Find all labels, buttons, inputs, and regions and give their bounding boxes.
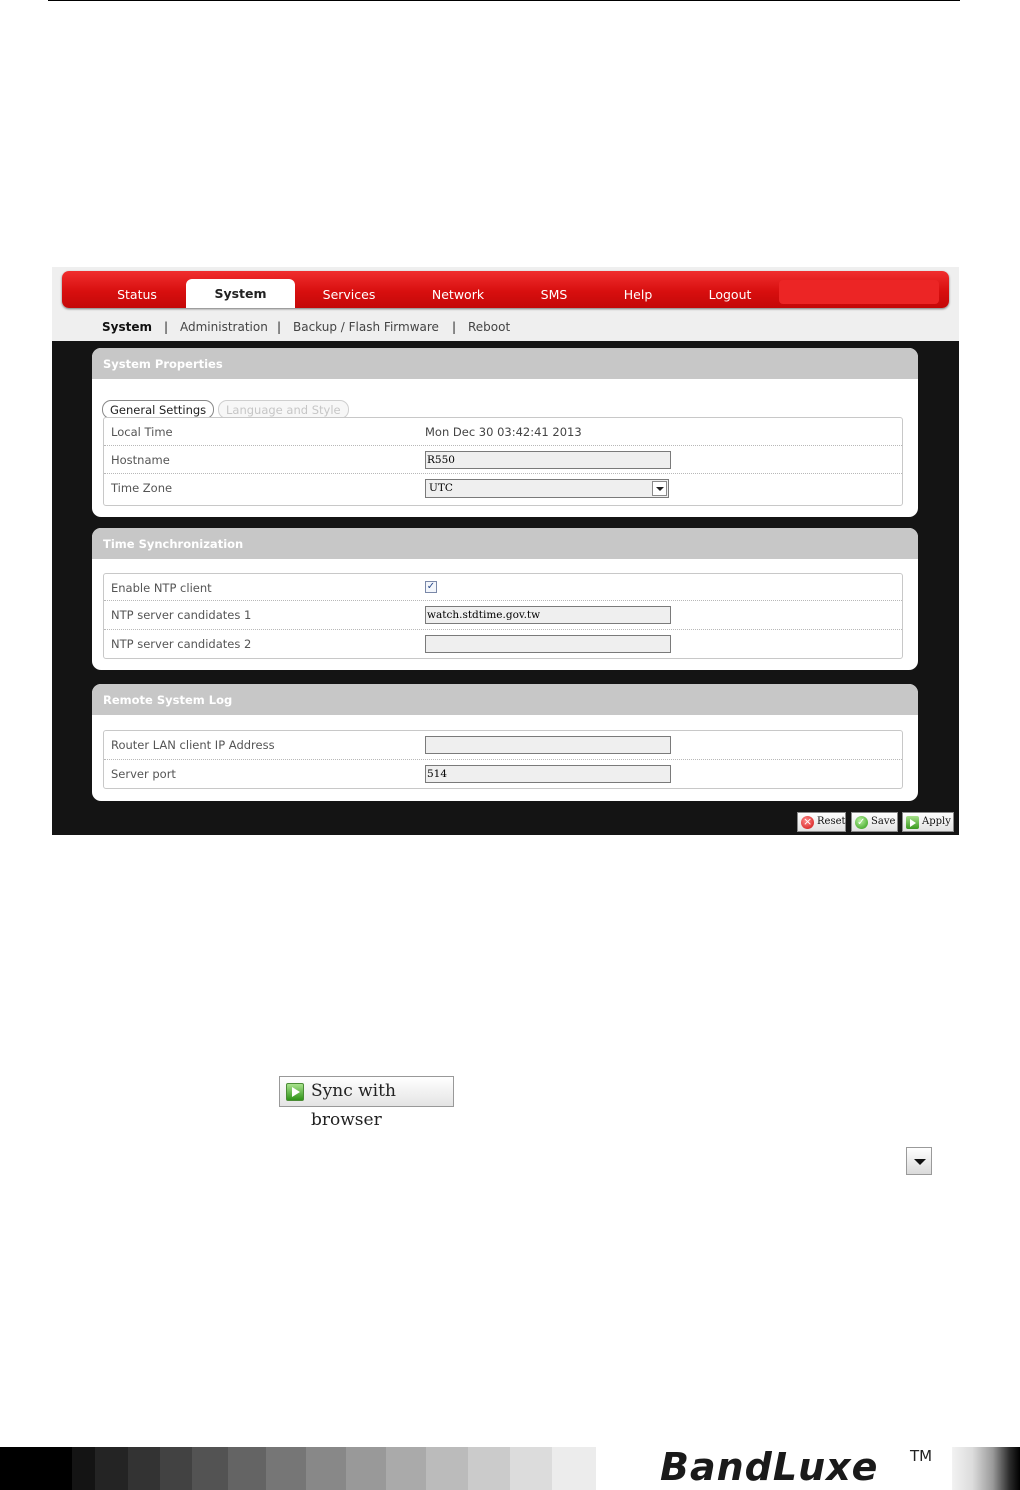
play-icon	[906, 816, 919, 829]
play-icon	[286, 1083, 304, 1101]
server-port-input[interactable]: 514	[425, 765, 671, 783]
tab-services[interactable]: Services	[322, 287, 376, 302]
local-time-label: Local Time	[111, 425, 173, 439]
hostname-row	[104, 446, 902, 474]
apply-button[interactable]	[902, 812, 954, 832]
ntp-server-2-row	[104, 630, 902, 658]
server-port-row	[104, 760, 902, 788]
enable-ntp-label: Enable NTP client	[111, 581, 212, 595]
navbar-edge	[779, 280, 939, 304]
time-sync-table	[103, 573, 903, 659]
lan-client-ip-row	[104, 731, 902, 760]
server-port-label: Server port	[111, 767, 176, 781]
ntp-server-1-input[interactable]: watch.stdtime.gov.tw	[425, 606, 671, 624]
subnav-separator: |	[452, 320, 457, 334]
system-properties-panel	[92, 348, 918, 517]
page-top-rule	[48, 0, 960, 1]
lan-client-ip-label: Router LAN client IP Address	[111, 738, 275, 752]
trademark-mark: TM	[910, 1447, 933, 1465]
tab-network[interactable]: Network	[431, 287, 485, 302]
enable-ntp-row	[104, 574, 902, 601]
tab-system[interactable]: System	[186, 279, 295, 308]
checkmark-icon	[855, 816, 868, 829]
tab-logout[interactable]: Logout	[708, 287, 752, 302]
timezone-label: Time Zone	[111, 481, 173, 495]
bandluxe-logo: BandLuxe	[660, 1445, 879, 1489]
subtab-general-settings[interactable]: General Settings	[102, 400, 214, 419]
local-time-value: Mon Dec 30 03:42:41 2013	[425, 425, 582, 439]
save-label: Save	[871, 816, 896, 827]
timezone-selected-value: UTC	[429, 482, 453, 494]
tab-help[interactable]: Help	[623, 287, 653, 302]
sync-with-browser-button[interactable]	[279, 1076, 454, 1130]
reset-button[interactable]	[797, 812, 846, 832]
main-navbar	[62, 271, 949, 308]
tab-status[interactable]: Status	[117, 287, 157, 302]
save-button[interactable]	[851, 812, 898, 832]
time-synchronization-panel	[92, 528, 918, 670]
ntp-server-1-label: NTP server candidates 1	[111, 608, 252, 622]
subnav-item-backup-flash-firmware[interactable]: Backup / Flash Firmware	[293, 320, 439, 334]
panel-title: Remote System Log	[92, 684, 918, 715]
lan-client-ip-input[interactable]	[425, 736, 671, 754]
ntp-server-1-row	[104, 601, 902, 630]
enable-ntp-checkbox[interactable]: ✓	[426, 581, 436, 592]
subnav-separator: |	[164, 320, 169, 334]
subnav-item-administration[interactable]: Administration	[180, 320, 268, 334]
subnav-item-reboot[interactable]: Reboot	[468, 320, 511, 334]
reset-icon	[801, 816, 814, 829]
hostname-label: Hostname	[111, 453, 170, 467]
subnav-item-system[interactable]: System	[102, 320, 152, 334]
sync-with-browser-label: Sync with browser	[311, 1081, 396, 1130]
remote-system-log-panel	[92, 684, 918, 801]
timezone-row	[104, 474, 902, 505]
subtab-language-and-style[interactable]: Language and Style	[218, 400, 349, 419]
remote-log-table	[103, 730, 903, 789]
timezone-select[interactable]	[425, 479, 669, 498]
tab-sms[interactable]: SMS	[540, 287, 568, 302]
ntp-server-2-label: NTP server candidates 2	[111, 637, 252, 651]
router-ui-screenshot	[52, 267, 959, 835]
general-settings-table	[103, 417, 903, 506]
dropdown-arrow-icon	[906, 1147, 932, 1175]
reset-label: Reset	[817, 816, 846, 827]
subnav-separator: |	[277, 320, 282, 334]
local-time-row	[104, 418, 902, 446]
apply-label: Apply	[922, 816, 951, 827]
panel-title: System Properties	[92, 348, 918, 379]
hostname-input[interactable]: R550	[425, 451, 671, 469]
chevron-down-icon[interactable]	[652, 481, 667, 496]
footer-end-gradient	[952, 1447, 1020, 1490]
ntp-server-2-input[interactable]	[425, 635, 671, 653]
panel-title: Time Synchronization	[92, 528, 918, 559]
